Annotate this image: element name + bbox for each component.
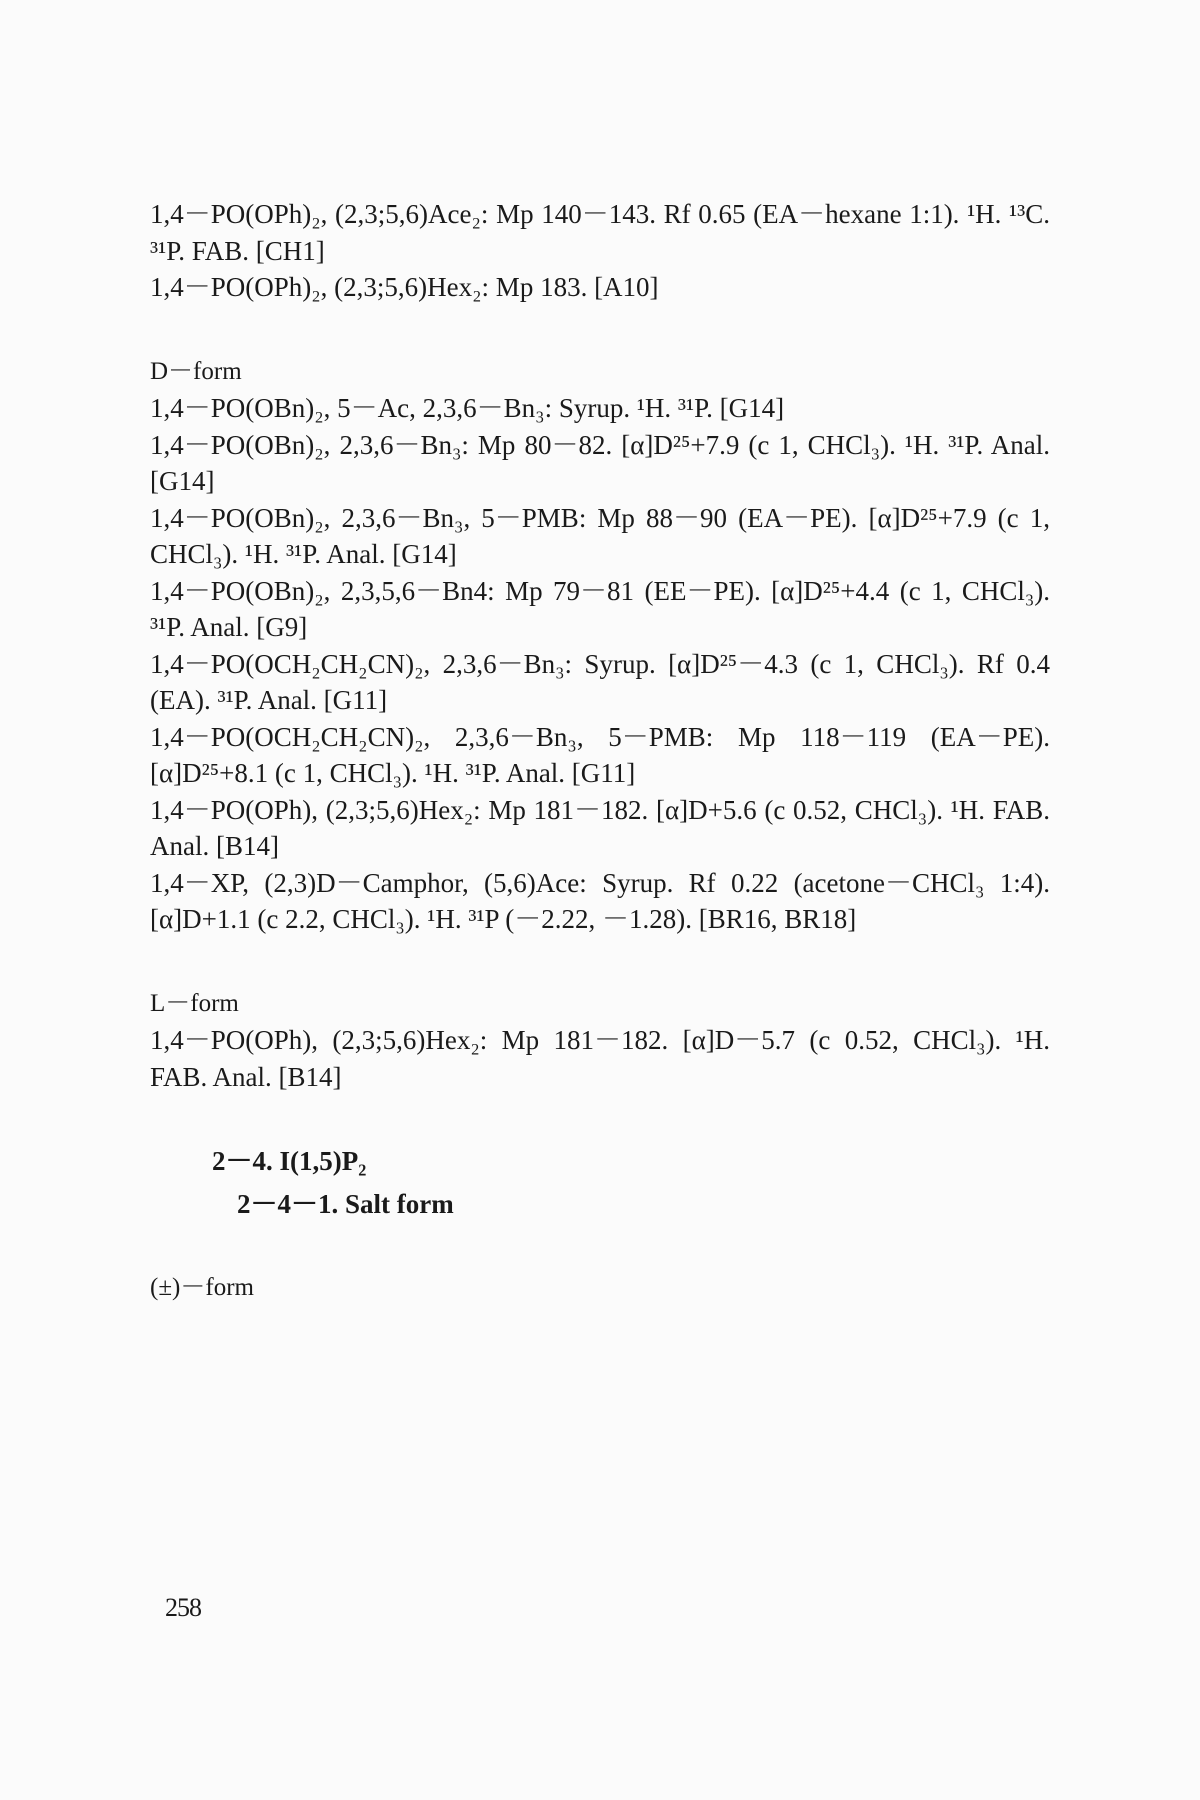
compound-entry: 1,4－PO(OBn)₂, 2,3,5,6－Bn4: Mp 79－81 (EE－PE). [α]D²⁵+4.4 (c 1, CHCl₃). ³¹P. Anal. [G9] (150, 575, 1050, 642)
spacer (150, 1095, 1050, 1143)
compound-entry: 1,4－PO(OBn)₂, 5－Ac, 2,3,6－Bn₃: Syrup. ¹H. ³¹P. [G14] (150, 393, 785, 423)
page-number: 258 (165, 1593, 201, 1622)
compound-entry: 1,4－PO(OCH₂CH₂CN)₂, 2,3,6－Bn₃, 5－PMB: Mp 118－119 (EA－PE). [α]D²⁵+8.1 (c 1, CHCl₃). ¹H. ³¹P. Anal. [G11] (150, 721, 1050, 788)
compound-entry: 1,4－PO(OBn)₂, 2,3,6－Bn₃: Mp 80－82. [α]D²⁵+7.9 (c 1, CHCl₃). ¹H. ³¹P. Anal. [G14] (150, 429, 1050, 496)
compound-entry: 1,4－XP, (2,3)D－Camphor, (5,6)Ace: Syrup. Rf 0.22 (acetone－CHCl₃ 1:4). [α]D+1.1 (c 2.2, CHCl₃). ¹H. ³¹P (－2.22, －1.28). [BR16, BR18] (150, 867, 1050, 934)
compound-entry: 1,4－PO(OCH₂CH₂CN)₂, 2,3,6－Bn₃: Syrup. [α]D²⁵－4.3 (c 1, CHCl₃). Rf 0.4 (EA). ³¹P. Anal. [G11] (150, 648, 1050, 715)
page-content (150, 196, 1050, 1307)
spacer (150, 1222, 1050, 1270)
d-form-heading: D－form (150, 357, 242, 385)
compound-entry: 1,4－PO(OPh), (2,3;5,6)Hex₂: Mp 181－182. [α]D－5.7 (c 0.52, CHCl₃). ¹H. FAB. Anal. [B14] (150, 1025, 1050, 1092)
compound-entry: 1,4－PO(OPh)₂, (2,3;5,6)Hex₂: Mp 183. [A10] (150, 272, 659, 302)
spacer (150, 306, 1050, 354)
racemic-form-heading: (±)－form (150, 1274, 254, 1301)
compound-entry: 1,4－PO(OPh), (2,3;5,6)Hex₂: Mp 181－182. [α]D+5.6 (c 0.52, CHCl₃). ¹H. FAB. Anal. [B14] (150, 794, 1050, 861)
section-title: 2－4. I(1,5)P₂ (212, 1146, 367, 1176)
spacer (150, 938, 1050, 986)
compound-entry: 1,4－PO(OBn)₂, 2,3,6－Bn₃, 5－PMB: Mp 88－90 (EA－PE). [α]D²⁵+7.9 (c 1, CHCl₃). ¹H. ³¹P. Anal. [G14] (150, 502, 1050, 569)
compound-entry: 1,4－PO(OPh)₂, (2,3;5,6)Ace₂: Mp 140－143. Rf 0.65 (EA－hexane 1:1). ¹H. ¹³C. ³¹P. FAB. [CH1] (150, 199, 1050, 266)
l-form-heading: L－form (150, 989, 239, 1017)
subsection-title: 2－4－1. Salt form (237, 1188, 454, 1219)
